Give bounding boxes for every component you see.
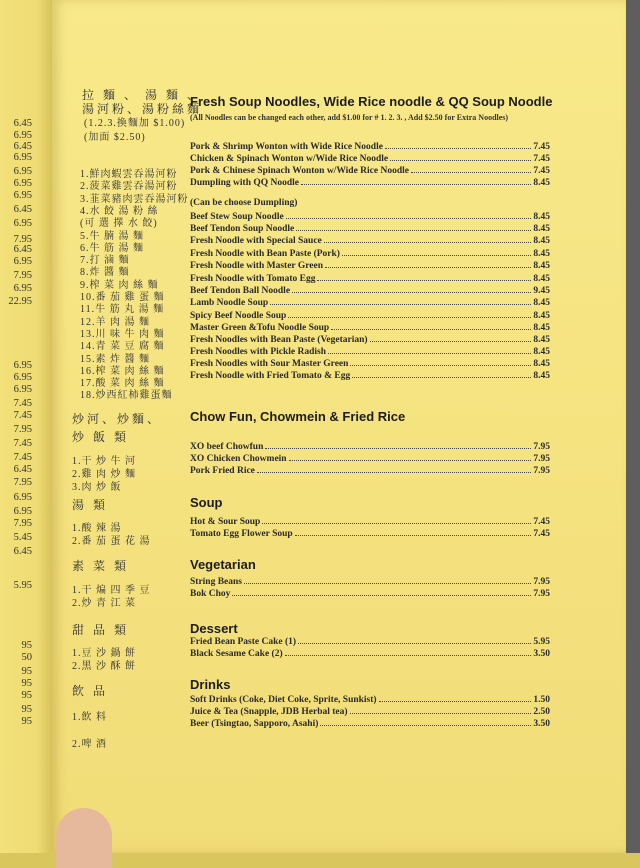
menu-item-price: 8.45 — [533, 178, 550, 188]
menu-item — [190, 247, 550, 259]
left-page-price: 6.95 — [13, 178, 32, 189]
chinese-label: 2.啤 酒 — [72, 739, 107, 750]
menu-item-name: Master Green &Tofu Noodle Soup — [190, 323, 330, 333]
chinese-label: 甜 品 類 — [72, 623, 130, 637]
menu-item-name: Fresh Noodle with Fried Tomato & Egg — [190, 371, 351, 381]
chinese-label: 13.川 味 牛 肉 麵 — [80, 328, 165, 340]
leader-dots — [411, 164, 531, 173]
left-page-price: 7.45 — [13, 452, 32, 463]
menu-item-price: 7.95 — [533, 454, 550, 464]
left-page-price: 6.95 — [13, 190, 32, 201]
chow-title: Chow Fun, Chowmein & Fried Rice — [190, 409, 406, 424]
menu-item — [190, 587, 550, 599]
leader-dots — [320, 717, 531, 726]
left-page-price: 6.45 — [13, 464, 32, 475]
leader-dots — [232, 587, 531, 596]
chinese-label: 2.炒 青 江 菜 — [72, 598, 136, 609]
menu-item — [190, 515, 550, 527]
menu-item-name: Bok Choy — [190, 589, 231, 599]
chinese-label: 1.飲 料 — [72, 712, 107, 723]
leader-dots — [317, 272, 531, 281]
menu-item-name: Pork & Chinese Spinach Wonton w/Wide Rice Noodle — [190, 166, 409, 176]
chinese-label: 湯 類 — [72, 498, 109, 512]
menu-item-name: Fresh Noodles with Sour Master Green — [190, 359, 349, 369]
leader-dots — [265, 440, 531, 449]
left-page-price: 6.95 — [13, 492, 32, 503]
menu-item-price: 3.50 — [533, 649, 550, 659]
menu-item-name: Spicy Beef Noodle Soup — [190, 311, 287, 321]
menu-item-name: Lamb Noodle Soup — [190, 298, 269, 308]
menu-item-name: Beer (Tsingtao, Sapporo, Asahi) — [190, 719, 319, 729]
menu-item-name: Soft Drinks (Coke, Diet Coke, Sprite, Sunkist) — [190, 695, 377, 705]
menu-item — [190, 272, 550, 284]
left-page-price: 6.95 — [13, 384, 32, 395]
menu-item-price: 9.45 — [533, 286, 550, 296]
leader-dots — [385, 140, 531, 149]
chinese-label: 炒 飯 類 — [72, 430, 130, 444]
menu-item — [190, 635, 550, 647]
menu-item-price: 5.95 — [533, 637, 550, 647]
leader-dots — [390, 152, 531, 161]
menu-item — [190, 321, 550, 333]
left-page-price: 95 — [21, 666, 32, 677]
menu-item-price: 7.95 — [533, 577, 550, 587]
menu-item-price: 8.45 — [533, 323, 550, 333]
menu-item-price: 1.50 — [533, 695, 550, 705]
leader-dots — [324, 234, 532, 243]
left-page-price: 6.95 — [13, 218, 32, 229]
menu-item-price: 7.45 — [533, 529, 550, 539]
chinese-label: 4.水 餃 湯 粉 絲 — [80, 205, 159, 217]
menu-item — [190, 333, 550, 345]
left-page-edge — [0, 0, 52, 853]
menu-item-price: 8.45 — [533, 261, 550, 271]
left-page-price: 95 — [21, 640, 32, 651]
chinese-label: 8.炸 醬 麵 — [80, 267, 130, 279]
left-page-price: 7.95 — [13, 424, 32, 435]
menu-item-price: 7.95 — [533, 466, 550, 476]
left-page-price: 6.45 — [13, 244, 32, 255]
leader-dots — [350, 705, 532, 714]
left-page-price: 6.45 — [13, 118, 32, 129]
chinese-label: 15.素 炸 醬 麵 — [80, 353, 150, 365]
left-page-price: 6.95 — [13, 130, 32, 141]
menu-item-price: 7.95 — [533, 442, 550, 452]
menu-item — [190, 140, 550, 152]
menu-item-price: 8.45 — [533, 224, 550, 234]
chinese-label: 11.牛 筋 丸 湯 麵 — [80, 304, 165, 316]
noodles-note: (All Noodles can be changed each other, add $1.00 for # 1. 2. 3. , Add $2.50 for Extra Noodles) — [190, 113, 509, 122]
thumb — [56, 808, 112, 868]
background-strip — [626, 0, 640, 853]
leader-dots — [286, 210, 532, 219]
menu-item — [190, 345, 550, 357]
leader-dots — [331, 321, 531, 330]
menu-item-name: Beef Tendon Soup Noodle — [190, 224, 295, 234]
menu-item — [190, 440, 550, 452]
left-page-price: 6.95 — [13, 360, 32, 371]
dumpling-note: (Can be choose Dumpling) — [190, 198, 298, 208]
menu-item-price: 7.45 — [533, 154, 550, 164]
menu-item-name: Dumpling with QQ Noodle — [190, 178, 300, 188]
left-page-price: 6.45 — [13, 141, 32, 152]
chinese-label: 1.干 炒 牛 河 — [72, 456, 136, 467]
leader-dots — [301, 176, 531, 185]
menu-item-name: Fresh Noodle with Tomato Egg — [190, 274, 316, 284]
menu-item — [190, 164, 550, 176]
chinese-label: (可 選 擇 水 餃) — [80, 218, 158, 230]
menu-item-name: Fresh Noodles with Bean Paste (Vegetarian) — [190, 335, 368, 345]
chinese-label: 10.番 茄 雞 蛋 麵 — [80, 292, 165, 303]
chinese-label: 3.肉 炒 飯 — [72, 482, 122, 493]
left-page-price: 5.95 — [13, 580, 32, 591]
chinese-label: 6.牛 筋 湯 麵 — [80, 242, 144, 254]
chinese-label: (1.2.3.換麵加 $1.00) — [84, 118, 186, 129]
left-page-price: 95 — [21, 690, 32, 701]
menu-item-price: 8.45 — [533, 335, 550, 345]
left-page-price: 7.95 — [13, 270, 32, 281]
chinese-label: 2.黑 沙 酥 餅 — [72, 661, 136, 672]
chinese-label: (加面 $2.50) — [84, 132, 146, 143]
menu-item — [190, 717, 550, 729]
menu-item-price: 8.45 — [533, 212, 550, 222]
menu-item-name: Fried Bean Paste Cake (1) — [190, 637, 297, 647]
menu-item-name: Beef Stew Soup Noodle — [190, 212, 284, 222]
menu-item — [190, 296, 550, 308]
chinese-label: 1.豆 沙 鍋 餅 — [72, 648, 136, 659]
menu-item — [190, 152, 550, 164]
menu-item-name: Juice & Tea (Snapple, JDB Herbal tea) — [190, 707, 348, 717]
left-page-price: 5.45 — [13, 532, 32, 543]
left-page-price: 7.45 — [13, 398, 32, 409]
menu-item-name: Fresh Noodle with Master Green — [190, 261, 323, 271]
chinese-label: 2.菠菜雞雲吞湯河粉 — [80, 181, 178, 193]
menu-item-price: 8.45 — [533, 249, 550, 259]
menu-item — [190, 452, 550, 464]
left-page-price: 7.45 — [13, 438, 32, 449]
menu-item-price: 3.50 — [533, 719, 550, 729]
chinese-label: 18.炒西紅柿雞蛋麵 — [80, 390, 173, 402]
menu-item-price: 7.45 — [533, 517, 550, 527]
left-page-price: 6.95 — [13, 372, 32, 383]
left-page-price: 95 — [21, 678, 32, 689]
left-page-price: 6.95 — [13, 166, 32, 177]
leader-dots — [270, 296, 531, 305]
chinese-label: 飲 品 — [72, 684, 109, 698]
chinese-label: 炒河、炒麵、 — [72, 412, 163, 426]
leader-dots — [257, 464, 531, 473]
chinese-label: 16.榨 菜 肉 絲 麵 — [80, 365, 165, 377]
menu-item-name: String Beans — [190, 577, 242, 587]
menu-item-price: 8.45 — [533, 274, 550, 284]
menu-item — [190, 284, 550, 296]
menu-item-name: Chicken & Spinach Wonton w/Wide Rice Noodle — [190, 154, 389, 164]
leader-dots — [328, 345, 531, 354]
chinese-label: 拉 麵 、 湯 麵 、 — [82, 88, 203, 102]
menu-item — [190, 647, 550, 659]
leader-dots — [342, 247, 531, 256]
menu-item — [190, 464, 550, 476]
chinese-label: 17.酸 菜 肉 絲 麵 — [80, 378, 165, 390]
chinese-label: 素 菜 類 — [72, 559, 130, 573]
dessert-title: Dessert — [190, 621, 238, 636]
left-page-price: 6.95 — [13, 152, 32, 163]
menu-item — [190, 357, 550, 369]
left-page-price: 22.95 — [8, 296, 32, 307]
chinese-label: 湯河粉、湯粉絲麵 — [82, 102, 203, 116]
menu-item-price: 8.45 — [533, 311, 550, 321]
menu-item — [190, 234, 550, 246]
menu-item — [190, 176, 550, 188]
menu-item-name: Beef Tendon Ball Noodle — [190, 286, 291, 296]
menu-item — [190, 309, 550, 321]
menu-item-name: Fresh Noodle with Special Sauce — [190, 236, 322, 246]
noodles-title: Fresh Soup Noodles, Wide Rice noodle & QQ Soup Noodle — [190, 94, 553, 109]
left-page-price: 7.95 — [13, 234, 32, 245]
menu-item-name: Black Sesame Cake (2) — [190, 649, 283, 659]
menu-item-name: Hot & Sour Soup — [190, 517, 261, 527]
leader-dots — [352, 369, 531, 378]
menu-item-name: XO beef Chowfun — [190, 442, 264, 452]
left-page-price: 7.95 — [13, 518, 32, 529]
menu-item — [190, 705, 550, 717]
left-page-price: 6.45 — [13, 204, 32, 215]
chinese-label: 7.打 滷 麵 — [80, 255, 130, 267]
leader-dots — [262, 515, 531, 524]
leader-dots — [325, 259, 531, 268]
leader-dots — [292, 284, 531, 293]
left-page-price: 6.95 — [13, 256, 32, 267]
menu-item-price: 8.45 — [533, 371, 550, 381]
leader-dots — [285, 647, 532, 656]
leader-dots — [370, 333, 532, 342]
soup-title: Soup — [190, 495, 223, 510]
left-page-price: 95 — [21, 704, 32, 715]
leader-dots — [298, 635, 531, 644]
leader-dots — [350, 357, 531, 366]
menu-item-name: Tomato Egg Flower Soup — [190, 529, 293, 539]
leader-dots — [288, 309, 531, 318]
left-page-price: 7.95 — [13, 477, 32, 488]
menu-item-price: 8.45 — [533, 298, 550, 308]
chinese-label: 2.雞 肉 炒 麵 — [72, 469, 136, 480]
menu-item-price: 8.45 — [533, 236, 550, 246]
leader-dots — [296, 222, 531, 231]
chinese-label: 5.牛 腩 湯 麵 — [80, 230, 144, 242]
menu-item-price: 2.50 — [533, 707, 550, 717]
menu-item-name: Pork & Shrimp Wonton with Wide Rice Noodle — [190, 142, 383, 152]
leader-dots — [379, 693, 532, 702]
chinese-label: 2.番 茄 蛋 花 湯 — [72, 536, 151, 547]
chinese-label: 1.酸 辣 湯 — [72, 523, 122, 534]
menu-item-name: Fresh Noodle with Bean Paste (Pork) — [190, 249, 340, 259]
menu-item — [190, 259, 550, 271]
vegetarian-title: Vegetarian — [190, 557, 256, 572]
chinese-label: 9.榨 菜 肉 絲 麵 — [80, 279, 159, 291]
menu-item — [190, 222, 550, 234]
menu-item-name: Fresh Noodles with Pickle Radish — [190, 347, 327, 357]
menu-item — [190, 210, 550, 222]
leader-dots — [244, 575, 531, 584]
menu-item-price: 7.45 — [533, 142, 550, 152]
menu-item — [190, 575, 550, 587]
menu-item-name: Pork Fried Rice — [190, 466, 255, 476]
drinks-title: Drinks — [190, 677, 231, 692]
menu-item — [190, 527, 550, 539]
menu-item-price: 7.45 — [533, 166, 550, 176]
leader-dots — [295, 527, 532, 536]
left-page-price: 6.45 — [13, 546, 32, 557]
left-page-price: 6.95 — [13, 283, 32, 294]
leader-dots — [289, 452, 532, 461]
menu-item-price: 8.45 — [533, 347, 550, 357]
menu-item-name: XO Chicken Chowmein — [190, 454, 287, 464]
menu-item-price: 7.95 — [533, 589, 550, 599]
chinese-label: 3.韮菜豬肉雲吞湯河粉 — [80, 193, 189, 205]
chinese-label: 12.羊 肉 湯 麵 — [80, 316, 150, 328]
left-page-price: 95 — [21, 716, 32, 727]
left-page-price: 6.95 — [13, 506, 32, 517]
left-page-price: 50 — [21, 652, 32, 663]
chinese-label: 1.鮮肉蝦雲吞湯河粉 — [80, 169, 178, 180]
left-page-price: 7.45 — [13, 410, 32, 421]
menu-item — [190, 693, 550, 705]
menu-item — [190, 369, 550, 381]
menu-item-price: 8.45 — [533, 359, 550, 369]
chinese-label: 14.青 菜 豆 腐 麵 — [80, 341, 165, 353]
chinese-label: 1.干 煸 四 季 豆 — [72, 585, 151, 596]
